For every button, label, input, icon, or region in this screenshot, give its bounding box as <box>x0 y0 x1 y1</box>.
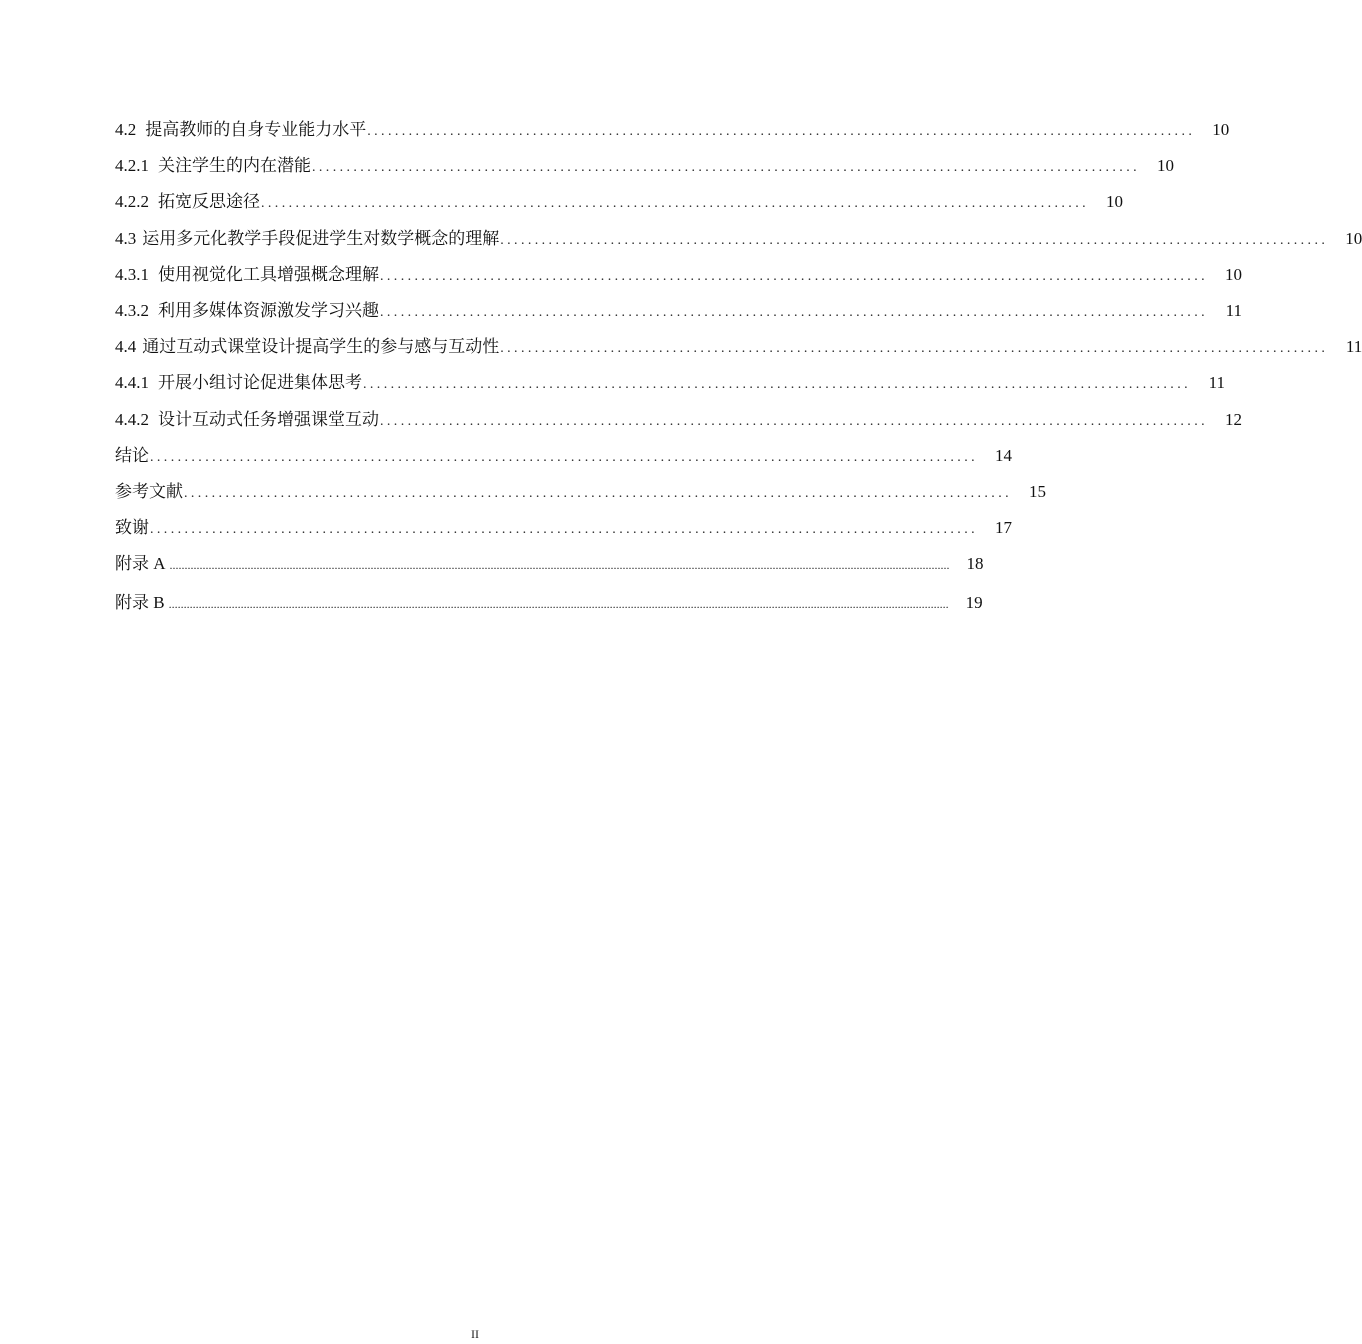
toc-entry-number: 4.4 <box>115 337 137 357</box>
toc-entry-title: 设计互动式任务增强课堂互动 <box>158 409 379 429</box>
toc-entry-page: 19 <box>965 592 983 612</box>
toc-dot-leader: ........................................................................................................................ <box>380 304 1208 320</box>
toc-entry-title: 利用多媒体资源激发学习兴趣 <box>158 300 379 320</box>
toc-entry-4-4-2[interactable] <box>115 406 1242 442</box>
toc-entry-4-3-2[interactable] <box>115 297 1242 333</box>
toc-entry-appendix-b[interactable] <box>115 589 983 628</box>
toc-dot-leader: ........................................................................................................................ <box>500 341 1329 357</box>
toc-entry-page: 10 <box>1345 228 1362 248</box>
toc-entry-number: 4.4.2 <box>115 409 149 429</box>
toc-entry-page: 14 <box>995 445 1012 465</box>
toc-entry-page: 10 <box>1212 120 1230 139</box>
toc-entry-number: 4.3.2 <box>115 300 149 320</box>
toc-dot-leader: ........................................................................................................................ <box>500 232 1329 248</box>
toc-entry-title: 使用视觉化工具增强概念理解 <box>158 264 379 284</box>
toc-entry-title: 参考文献 <box>115 481 183 501</box>
toc-entry-4-4-1[interactable] <box>115 369 1225 405</box>
toc-entry-page: 11 <box>1225 300 1242 320</box>
toc-dot-leader: ........................................................................................................................ <box>380 268 1208 284</box>
toc-dot-leader: .................................................................................................................................................................................................................................................................... <box>168 596 949 611</box>
toc-entry-title: 致谢 <box>115 518 149 538</box>
toc-entry-title: 关注学生的内在潜能 <box>158 156 311 176</box>
toc-entry-page: 10 <box>1157 156 1174 176</box>
table-of-contents <box>115 116 1362 627</box>
toc-dot-leader: ........................................................................................................................ <box>184 485 1012 501</box>
toc-entry-title: 提高教师的自身专业能力水平 <box>145 120 367 139</box>
toc-entry-number: 4.3.1 <box>115 264 149 284</box>
toc-dot-leader: .................................................................................................................................................................................................................................................................... <box>169 558 950 573</box>
toc-entry-number: 4.4.1 <box>115 373 149 393</box>
toc-entry-acknowledgements[interactable] <box>115 514 1012 550</box>
toc-dot-leader: ........................................................................................................................ <box>367 124 1196 139</box>
toc-entry-page: 10 <box>1106 192 1123 212</box>
toc-entry-4-4[interactable] <box>115 333 1362 369</box>
toc-dot-leader: ........................................................................................................................ <box>150 522 978 538</box>
toc-entry-page: 10 <box>1225 264 1242 284</box>
toc-dot-leader: ........................................................................................................................ <box>380 413 1208 429</box>
toc-entry-page: 15 <box>1029 481 1046 501</box>
toc-entry-title: 拓宽反思途径 <box>158 192 260 212</box>
toc-dot-leader: ........................................................................................................................ <box>261 196 1089 212</box>
toc-entry-conclusion[interactable] <box>115 442 1012 478</box>
toc-dot-leader: ........................................................................................................................ <box>150 449 978 465</box>
toc-entry-4-3-1[interactable] <box>115 261 1242 297</box>
toc-entry-4-2-2[interactable] <box>115 188 1123 224</box>
toc-entry-page: 11 <box>1208 373 1225 393</box>
toc-dot-leader: ........................................................................................................................ <box>312 160 1140 176</box>
toc-entry-page: 11 <box>1345 337 1362 357</box>
toc-entry-title: 运用多元化教学手段促进学生对数学概念的理解 <box>142 228 500 248</box>
toc-entry-page: 18 <box>966 554 984 574</box>
toc-entry-number: 4.2.2 <box>115 192 149 212</box>
page-number-footer: II <box>471 1327 479 1341</box>
toc-entry-references[interactable] <box>115 478 1046 514</box>
toc-entry-number: 4.3 <box>115 228 137 248</box>
toc-entry-4-2[interactable] <box>115 116 1230 152</box>
toc-entry-title: 附录 B <box>115 592 165 612</box>
toc-entry-number: 4.2.1 <box>115 156 149 176</box>
toc-entry-appendix-a[interactable] <box>115 550 984 589</box>
toc-entry-page: 12 <box>1225 409 1242 429</box>
toc-entry-title: 通过互动式课堂设计提高学生的参与感与互动性 <box>142 337 500 357</box>
toc-entry-title: 开展小组讨论促进集体思考 <box>158 373 362 393</box>
toc-entry-page: 17 <box>995 518 1012 538</box>
toc-entry-4-3[interactable] <box>115 225 1362 261</box>
toc-entry-title: 结论 <box>115 445 149 465</box>
toc-entry-title: 附录 A <box>115 554 166 574</box>
toc-entry-number: 4.2 <box>115 120 137 139</box>
toc-entry-4-2-1[interactable] <box>115 152 1174 188</box>
toc-dot-leader: ........................................................................................................................ <box>363 377 1191 393</box>
